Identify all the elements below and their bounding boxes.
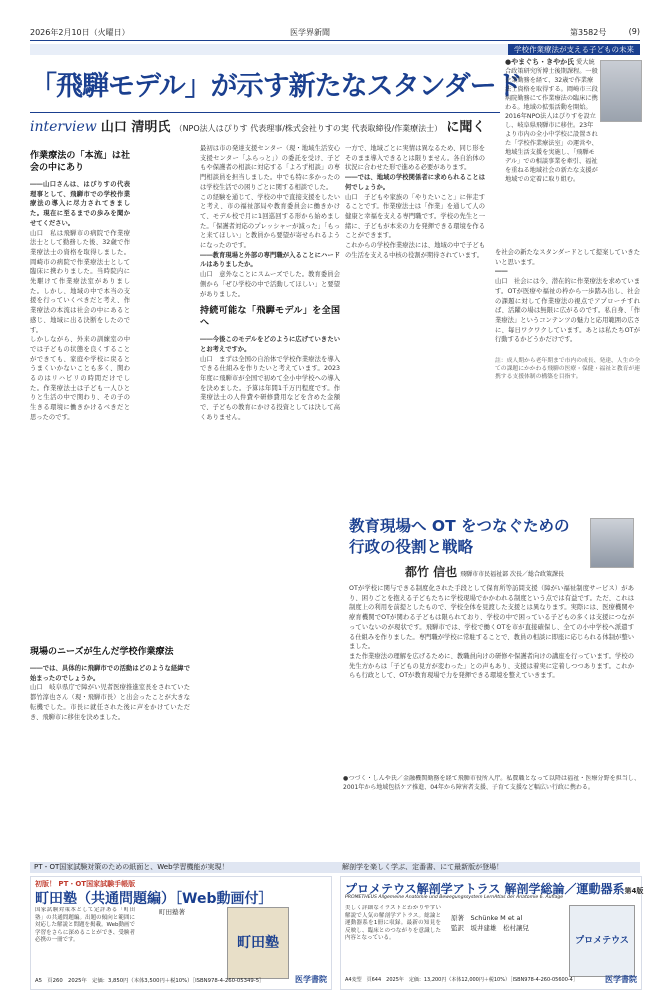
column-2 xyxy=(200,144,340,856)
ad-title: 町田塾（共通問題編）［Web動画付］ xyxy=(35,891,273,907)
ad-author: 町田塾著 xyxy=(159,908,185,916)
section-heading-3: 持続可能な「飛騨モデル」を全国へ xyxy=(200,306,340,329)
byline-suffix: に聞く xyxy=(446,120,486,135)
credit-label: 監訳 xyxy=(451,924,464,932)
ad-title-text: プロメテウス解剖学アトラス 解剖学総論／運動器系 xyxy=(345,882,625,896)
book-cover: 町田塾 xyxy=(227,907,289,979)
series-bar xyxy=(30,44,640,55)
sidebar-author-affiliation: 飛騨市市民福祉部 次長／総合政策課長 xyxy=(460,571,564,578)
footnote: 註：成人期から老年期まで市内の成長、発達、人生の全ての課題にかかわる飛騨の医療・保健・福祉と教育が連携する支援体制の構築を目指す。 xyxy=(495,358,640,381)
answer: 山口 意外なことにスムーズでした。教育委員会側から「ぜひ学校の中で活動してほしい」と要望がありました。 xyxy=(200,271,340,298)
answer: 最初は市の発達支援センター（現・地域生活安心支援センター「ふらっと」）の委託を受け、子どもや保護者の相談に対応する「よろず相談」の専門相談員を担当しました。中でも特に多かったのは学校生活での困りごとに関する相談でした。 xyxy=(200,145,340,191)
ad-price: A5 頁260 2025年 定価：3,850円（本体3,500円＋税10%）［ISBN978-4-260-05349-5］ xyxy=(35,978,265,984)
interviewee-affiliation: （NPO法人はぴりす 代表理事/株式会社りすの実 代表取締役/作業療法士） xyxy=(174,124,443,133)
author-photo xyxy=(590,518,634,568)
interviewee-name: 山口 清明氏 xyxy=(100,120,171,135)
issue-date: 2026年2月10日（火曜日） xyxy=(30,28,130,37)
interview-label: interview xyxy=(30,119,97,135)
section-heading-2: 現場のニーズが生んだ学校作業療法 xyxy=(30,647,174,657)
answer: しかしながら、外来の訓練室の中では子どもの状態を良くすることができても、家庭や学校に戻るとうまくいかないことも多く、関わるのはリハビリの時間だけでした。作業療法士は子ども一人ひとりと生活の中で関わり、その子の生きる環境に働きかけるべきだと思ったのです。 xyxy=(30,336,130,421)
byline xyxy=(30,112,500,135)
book-ad-2[interactable] xyxy=(340,876,642,990)
answer: 山口 子どもや家族の「やりたいこと」に伴走することです。作業療法士は「作業」を通して人の健康と幸福を支える専門職です。学校の先生と一緒に、子どもが本来の力を発揮できる環境を作ることができます。 xyxy=(345,193,485,240)
answer: 山口 岐阜県庁で障がい児者医療推進室長をされていた都竹淳也さん（現・飛騨市長）と出会ったことが大きな転機でした。市長に就任された後に声をかけていただき、飛騨市に移住を決めました。 xyxy=(30,684,190,721)
sidebar-profile: ●つづく・しんや氏／金融機関勤務を経て飛騨市役所入庁。私費職となって以降は福祉・医療分野を担当し、2001年から地域包括ケア推進、04年から障害者支援、子育て支援など幅広い行政に携わる。 xyxy=(343,775,640,791)
publisher-logo: 医学書院 xyxy=(605,975,637,984)
sidebar-article xyxy=(343,516,640,771)
credit-translator: 坂井建雄 松村讓兒 xyxy=(470,924,529,932)
sidebar-body xyxy=(349,584,634,762)
article-title: 「飛騨モデル」が示す新たなスタンダード xyxy=(30,71,522,102)
answer: これからの学校作業療法には、地域の中で子どもの生活を支える中核の役割が期待されています。 xyxy=(345,242,485,259)
page-number: (9) xyxy=(628,27,640,36)
answer: 山口 私は飛騨市の病院で作業療法士として勤務した後、32歳で作業療法士の資格を取得しました。岡崎市の病院で作業療法士として臨床に携わりました。当時院内に先駆けて作業療法室がありました。しかし、地域の中で本当の支援を行っていくべきだと考え、作業療法の本流は社会の中にあると感じ、地域に出る決断をしたのです。 xyxy=(30,229,130,334)
answer: 山口 社会には今、潜在的に作業療法を求めています。OTが医療や福祉の枠から一歩踏み出し、社会の課題に対して作業療法の視点でアプローチすれば、活躍の場は無限に広がるのです。私自身、「作業療法」というコンテンツの魅力と応用範囲の広さに、毎日ワクワクしています。あとは私たちOTが行動するかどうかだけです。 xyxy=(495,278,640,344)
book-cover: プロメテウス xyxy=(569,905,635,977)
ad-description: 美しく詳細なイラストとわかりやすい解説で人気の解剖学アトラス。総論と運動器系を1冊に収録。最新の知見を反映し、臨床とのつながりを意識した内容となっている。 xyxy=(345,905,441,942)
column-3 xyxy=(345,144,485,506)
sidebar-title: 教育現場へ OT をつなぐための 行政の役割と戦略 xyxy=(349,517,570,556)
ad-subtitle: PROMETHEUS Allgemeine Anatomie und Bewegungssystem LernAtlas der Anatomie 6. Auflage xyxy=(345,895,564,900)
question: ――今後このモデルをどのように広げていきたいとお考えですか。 xyxy=(200,336,340,353)
issue-number: 第3582号 xyxy=(570,28,607,37)
answer: この経験を通じて、学校の中で直接支援をしたいと考え、市の福祉部局や教育委員会に働きかけて、モデル校で月に1回巡回する形から始めました。「保護者対応のプレッシャーが減った」「もっと来てほしい」と教員から要望が寄せられるようになったのです。 xyxy=(200,193,340,250)
interviewee-photo xyxy=(600,60,642,122)
ad-bar-right: 解剖学を楽しく学ぶ、定番書、にて最新版が登場！ xyxy=(342,863,504,871)
newspaper-name: 医学界新聞 xyxy=(290,28,330,37)
book-ad-1[interactable] xyxy=(30,876,332,990)
answer: 山口 まずは全国の自治体で学校作業療法を導入できる仕組みを作りたいと考えています。2023年度に飛騨市が全国で初めて全小中学校への導入を決めました。予算は年間1千万円程度です。作業療法士の人件費や研修費用などを含めた金額で、子どもの教育にかける投資としては決して高くありません。 xyxy=(200,355,340,421)
question: ――山口さんは、はぴりすの代表理事として、飛騨市での学校作業療法の導入に尽力されてきました。現在に至るまでの歩みを聞かせてください。 xyxy=(30,181,130,227)
profile-text: 愛大統合政策研究所博士後期課程。一般企業勤務を経て、32歳で作業療法士資格を取得する。岡崎市三段病院勤務にて作業療法の臨床に携わる。地域の拡張活動を開始。2016年NPO法人はぴりすを設立し、岐阜県飛騨市に移住。23年より市内の全小中学校に設置された「学校作業療法室」の運営や、地域生活支援を実施し、「飛騨モデル」での相談事業を牽引、福祉を重ねる地域社会の新たな支援が地域での定着に取り組む。 xyxy=(505,59,598,183)
column-1b xyxy=(30,640,190,855)
question: ――では、具体的に飛騨市での活動はどのような経緯で始まったのでしょうか。 xyxy=(30,665,190,682)
credit-author: Schünke M et al xyxy=(470,914,523,922)
question: ――教育現場と外部の専門職が入ることにハードルはありましたか。 xyxy=(200,251,340,269)
ad-price: A4変型 頁644 2025年 定価：13,200円（本体12,000円＋税10%）［ISBN978-4-260-05600-4］ xyxy=(345,977,578,983)
section-heading-1: 作業療法の「本流」は社会の中にあり xyxy=(30,151,130,173)
publisher-logo: 医学書院 xyxy=(295,975,327,984)
ad-bar-left: PT・OT国家試験対策のための紙面と、Web学習機能が実現！ xyxy=(34,863,229,871)
column-4 xyxy=(495,248,640,510)
credit-label: 原著 xyxy=(451,914,464,922)
ad-credits xyxy=(451,913,529,933)
page-header xyxy=(30,26,640,41)
series-tag: 学校作業療法が支える子どもの未来 xyxy=(508,44,640,55)
ad-edition: 第4版 xyxy=(624,887,644,895)
column-1-cont xyxy=(134,144,190,636)
answer: を社会の新たなスタンダードとして提案していきたいと思います。 xyxy=(495,249,640,266)
question: ―― xyxy=(495,268,508,276)
profile-box xyxy=(505,58,599,184)
sidebar-author xyxy=(405,563,564,580)
sidebar-paragraph: また作業療法の理解を広げるために、教職員向けの研修や保護者向けの講座を行っています。学校の先生方からは「子どもの見方が変わった」との声もあり、支援は着実に定着しつつあります。これからも行政として、OTが教育現場で力を発揮できる環境を整えていきます。 xyxy=(349,652,634,680)
sidebar-paragraph: OTが学校に関与できる制度化された手段として保育所等訪問支援（障がい福祉制度サービス）があり、困りごとを抱える子どもたちに学校現場でかかわれる制度という点では有益です。ただ、これは制度上の利用を前提としたもので、学校全体を見渡した支援とは異なります。実際には、医療機関や療育機関でOTが関わる子どもは限られており、学校の中で困っている子どもの多くは支援につながっていないのが現状です。飛騨市では、学校で働くOTを市が直接確保し、全ての小中学校へ派遣する仕組みを作りました。専門職が学校に常駐することで、教員の相談に即座に応じられる体制が整いました。 xyxy=(349,585,634,651)
profile-name: ●やまぐち・きやか氏 xyxy=(505,58,575,66)
sidebar-author-name: 都竹 信也 xyxy=(405,565,458,579)
answer: 一方で、地域ごとに実情は異なるため、同じ形をそのまま導入できるとは限りません。各自治体の状況に合わせた形で進める必要があります。 xyxy=(345,145,485,172)
ad-bar xyxy=(30,862,640,873)
question: ――では、地域の学校関係者に求められることは何でしょうか。 xyxy=(345,174,485,191)
ad-tag: 初版！ PT・OT国家試験手帳版 xyxy=(35,880,136,888)
ad-description: 国家試験対策本として定評ある「町田塾」の共通問題編。出題の傾向と範囲に対応した解説と問題を掲載。Web動画で学習をさらに深めることができ、受験者必携の一冊です。 xyxy=(35,907,135,944)
